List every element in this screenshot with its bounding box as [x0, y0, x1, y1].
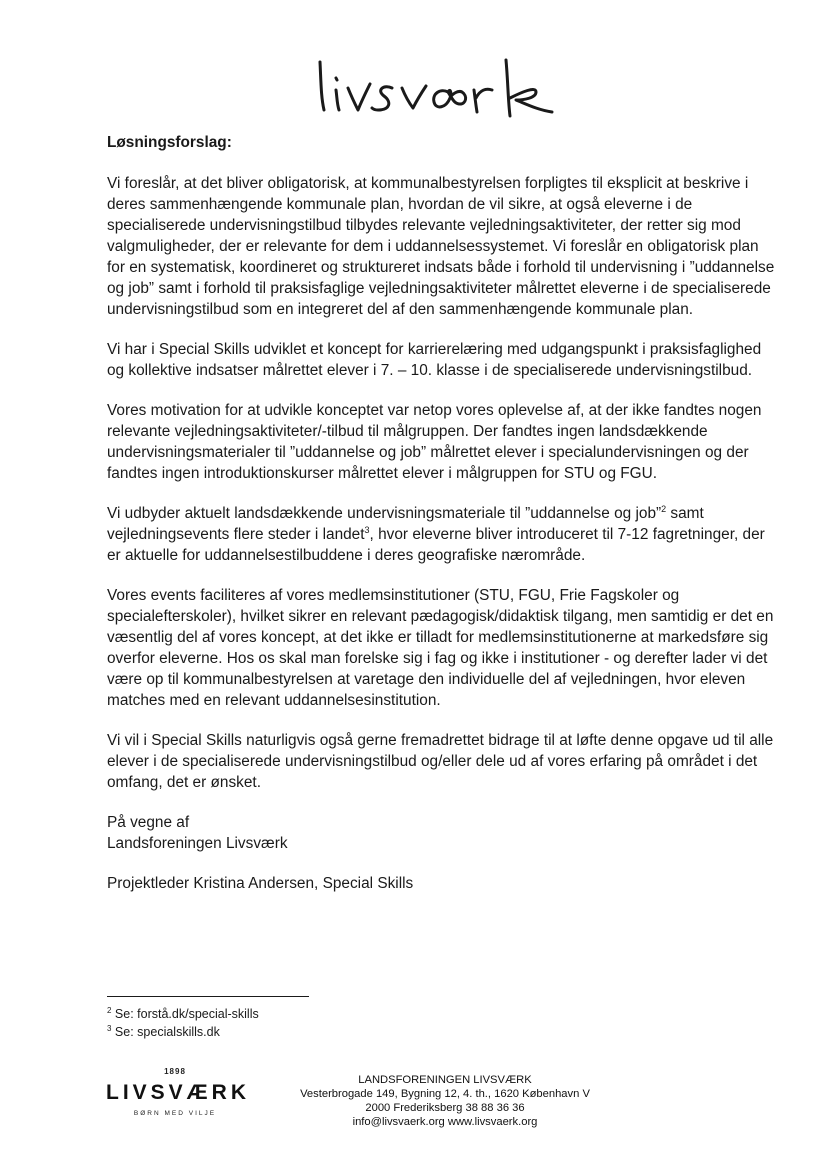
brand-tagline: BØRN MED VILJE	[133, 1110, 217, 1117]
address-line-1: LANDSFORENINGEN LIVSVÆRK	[358, 1074, 532, 1086]
paragraph-4-part2: samt vejledningsevents flere steder i landet	[107, 505, 704, 543]
footnote-divider	[107, 996, 309, 997]
signer: Projektleder Kristina Andersen, Special Skills	[107, 875, 414, 892]
paragraph-3: Vores motivation for at udvikle konceptet var netop vores oplevelse af, at der ikke fandtes nogen relevante vejledningsaktiviteter/-tilbud til målgruppen. Der fandtes ingen landsdækkende undervisningsmaterialer til ”uddannelse og job” målrettet elever i specialundervisningen og der fandtes ingen introduktionskurser målrettet elever i målgruppen for STU og FGU.	[107, 402, 762, 482]
footnote-3	[107, 1023, 259, 1041]
livsvaerk-script-logo	[312, 52, 562, 132]
signoff-line-2: Landsforeningen Livsværk	[107, 835, 288, 852]
signoff-line-1: På vegne af	[107, 814, 190, 831]
brand-name: LIVSVÆRK	[106, 1081, 251, 1104]
address-line-2: Vesterbrogade 149, Bygning 12, 4. th., 1620 København V	[300, 1088, 590, 1100]
paragraph-6: Vi vil i Special Skills naturligvis også gerne fremadrettet bidrage til at løfte denne opgave ud til alle elever i de specialiserede undervisningstilbud og/eller dele ud af vores erfaring på området i det omfang, det er ønsket.	[107, 732, 774, 791]
footer-address	[300, 1073, 590, 1129]
paragraph-5: Vores events faciliteres af vores medlemsinstitutioner (STU, FGU, Frie Fagskoler og specialefterskoler), hvilket sikrer en relevant pædagogisk/didaktisk tilgang, men samtidig er det en væsentlig del af vores koncept, at det ikke er tilladt for medlemsinstitutionerne at markedsføre sig overfor eleverne. Hos os skal man forelske sig i fag og ikke i institutioner - og derefter lader vi det være op til kommunalbestyrelsen at varetage den individuelle del af vejledningen, hvor eleven matches med en relevant uddannelsesinstitution.	[107, 587, 774, 709]
section-heading: Løsningsforslag:	[107, 134, 232, 151]
paragraph-4-part1: Vi udbyder aktuelt landsdækkende undervisningsmateriale til ”uddannelse og job”	[107, 505, 662, 522]
address-line-3: 2000 Frederiksberg 38 88 36 36	[365, 1102, 525, 1114]
footnote-3-text: Se: specialskills.dk	[111, 1025, 220, 1039]
paragraph-4-part3: , hvor eleverne bliver introduceret til 7-12 fagretninger, der er aktuelle for uddannelsestilbuddene i deres geografiske nærområde.	[107, 526, 765, 564]
paragraph-1: Vi foreslår, at det bliver obligatorisk, at kommunalbestyrelsen forpligtes til eksplicit at beskrive i deres sammenhængende kommunale plan, hvordan de vil sikre, at også eleverne i de specialiserede undervisningstilbud tilbydes relevante vejledningsaktiviteter, der retter sig mod valgmuligheder, der er relevante for dem i uddannelsessystemet. Vi foreslår en obligatorisk plan for en systematisk, koordineret og struktureret indsats både i forhold til undervisning i ”uddannelse og job” samt i forhold til praksisfaglige vejledningsaktiviteter målrettet eleverne i de specialiserede undervisningstilbud som en integreret del af den sammenhængende kommunale plan.	[107, 175, 775, 318]
footnote-3-num: 3	[107, 1023, 112, 1033]
footnote-2-text: Se: forstå.dk/special-skills	[111, 1007, 259, 1021]
footnotes	[107, 1005, 259, 1041]
paragraph-2: Vi har i Special Skills udviklet et koncept for karrierelæring med udgangspunkt i praksisfaglighed og kollektive indsatser målrettet elever i 7. – 10. klasse i de specialiserede undervisningstilbud.	[107, 341, 762, 379]
footnote-ref-3: 3	[364, 524, 370, 535]
brand-logo	[106, 1067, 251, 1117]
footnote-ref-2: 2	[661, 503, 667, 514]
address-line-4: info@livsvaerk.org www.livsvaerk.org	[352, 1116, 538, 1128]
brand-year: 1898	[164, 1067, 186, 1076]
letter-body	[107, 132, 779, 913]
footnote-2-num: 2	[107, 1005, 112, 1015]
footnote-2	[107, 1005, 259, 1023]
paragraph-4	[107, 503, 779, 566]
signoff	[107, 812, 779, 854]
